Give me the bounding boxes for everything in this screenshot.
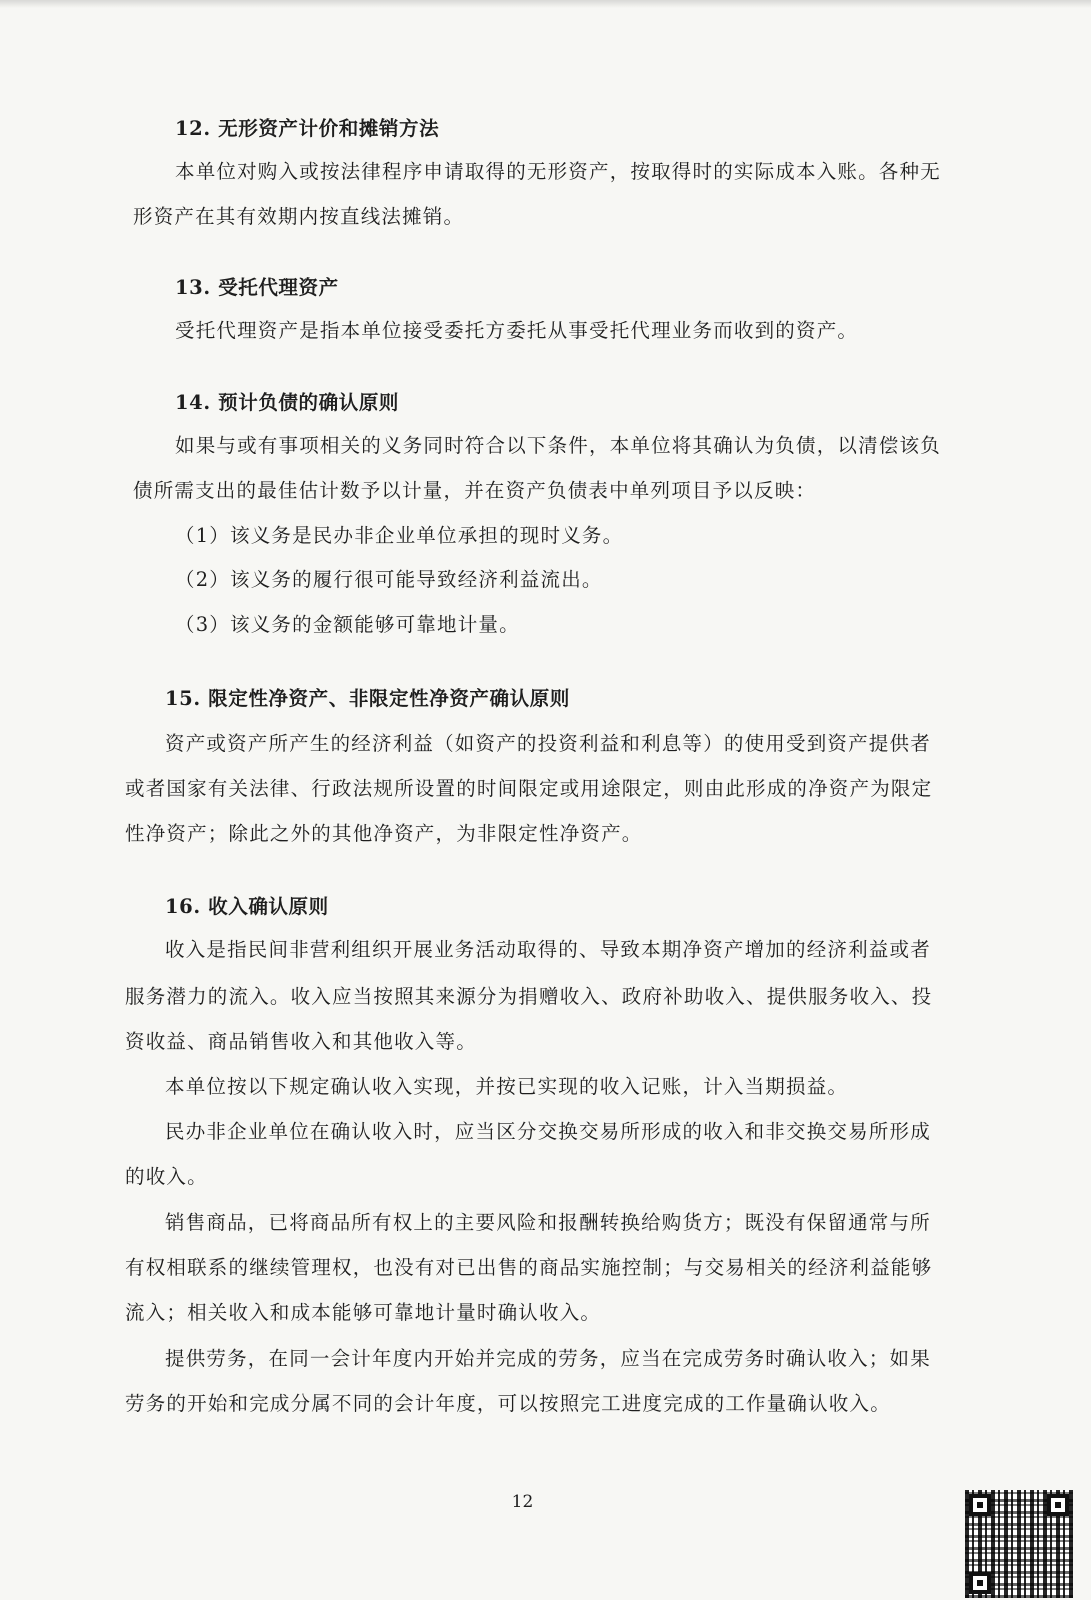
paragraph-line: 民办非企业单位在确认收入时，应当区分交换交易所形成的收入和非交换交易所形成 <box>165 1120 931 1143</box>
paragraph-line: 劳务的开始和完成分属不同的会计年度，可以按照完工进度完成的工作量确认收入。 <box>125 1392 891 1415</box>
section-14-heading: 14. 预计负债的确认原则 <box>175 391 400 414</box>
section-13-heading: 13. 受托代理资产 <box>175 276 339 299</box>
qr-code-icon <box>965 1490 1073 1598</box>
section-12-heading: 12. 无形资产计价和摊销方法 <box>175 117 440 140</box>
paragraph-line: 收入是指民间非营利组织开展业务活动取得的、导致本期净资产增加的经济利益或者 <box>165 938 931 961</box>
paragraph-line: 如果与或有事项相关的义务同时符合以下条件，本单位将其确认为负债，以清偿该负 <box>175 434 941 457</box>
paragraph-line: 服务潜力的流入。收入应当按照其来源分为捐赠收入、政府补助收入、提供服务收入、投 <box>125 985 933 1008</box>
paragraph-line: 提供劳务，在同一会计年度内开始并完成的劳务，应当在完成劳务时确认收入；如果 <box>165 1347 931 1370</box>
paragraph-line: 资收益、商品销售收入和其他收入等。 <box>125 1030 477 1053</box>
qr-finder-pattern <box>969 1572 991 1594</box>
list-item: （3）该义务的金额能够可靠地计量。 <box>175 613 520 636</box>
page-number: 12 <box>511 1492 534 1512</box>
paragraph-line: 债所需支出的最佳估计数予以计量，并在资产负债表中单列项目予以反映： <box>133 479 817 502</box>
paragraph-line: 流入；相关收入和成本能够可靠地计量时确认收入。 <box>125 1301 602 1324</box>
paragraph-line: 或者国家有关法律、行政法规所设置的时间限定或用途限定，则由此形成的净资产为限定 <box>125 777 933 800</box>
qr-finder-pattern <box>969 1494 991 1516</box>
list-item: （1）该义务是民办非企业单位承担的现时义务。 <box>175 524 624 547</box>
paragraph-line: 本单位对购入或按法律程序申请取得的无形资产，按取得时的实际成本入账。各种无 <box>175 160 941 183</box>
paragraph-line: 资产或资产所产生的经济利益（如资产的投资利益和利息等）的使用受到资产提供者 <box>165 732 931 755</box>
paragraph-line: 本单位按以下规定确认收入实现，并按已实现的收入记账，计入当期损益。 <box>165 1075 849 1098</box>
paragraph-line: 性净资产；除此之外的其他净资产，为非限定性净资产。 <box>125 822 643 845</box>
list-item: （2）该义务的履行很可能导致经济利益流出。 <box>175 568 603 591</box>
section-15-heading: 15. 限定性净资产、非限定性净资产确认原则 <box>165 687 570 710</box>
paragraph-line: 的收入。 <box>125 1165 208 1188</box>
paragraph-line: 有权相联系的继续管理权，也没有对已出售的商品实施控制；与交易相关的经济利益能够 <box>125 1256 933 1279</box>
paragraph-line: 受托代理资产是指本单位接受委托方委托从事受托代理业务而收到的资产。 <box>175 319 859 342</box>
paragraph-line: 销售商品，已将商品所有权上的主要风险和报酬转换给购货方；既没有保留通常与所 <box>165 1211 931 1234</box>
paragraph-line: 形资产在其有效期内按直线法摊销。 <box>133 205 465 228</box>
qr-finder-pattern <box>1047 1494 1069 1516</box>
section-16-heading: 16. 收入确认原则 <box>165 895 329 918</box>
